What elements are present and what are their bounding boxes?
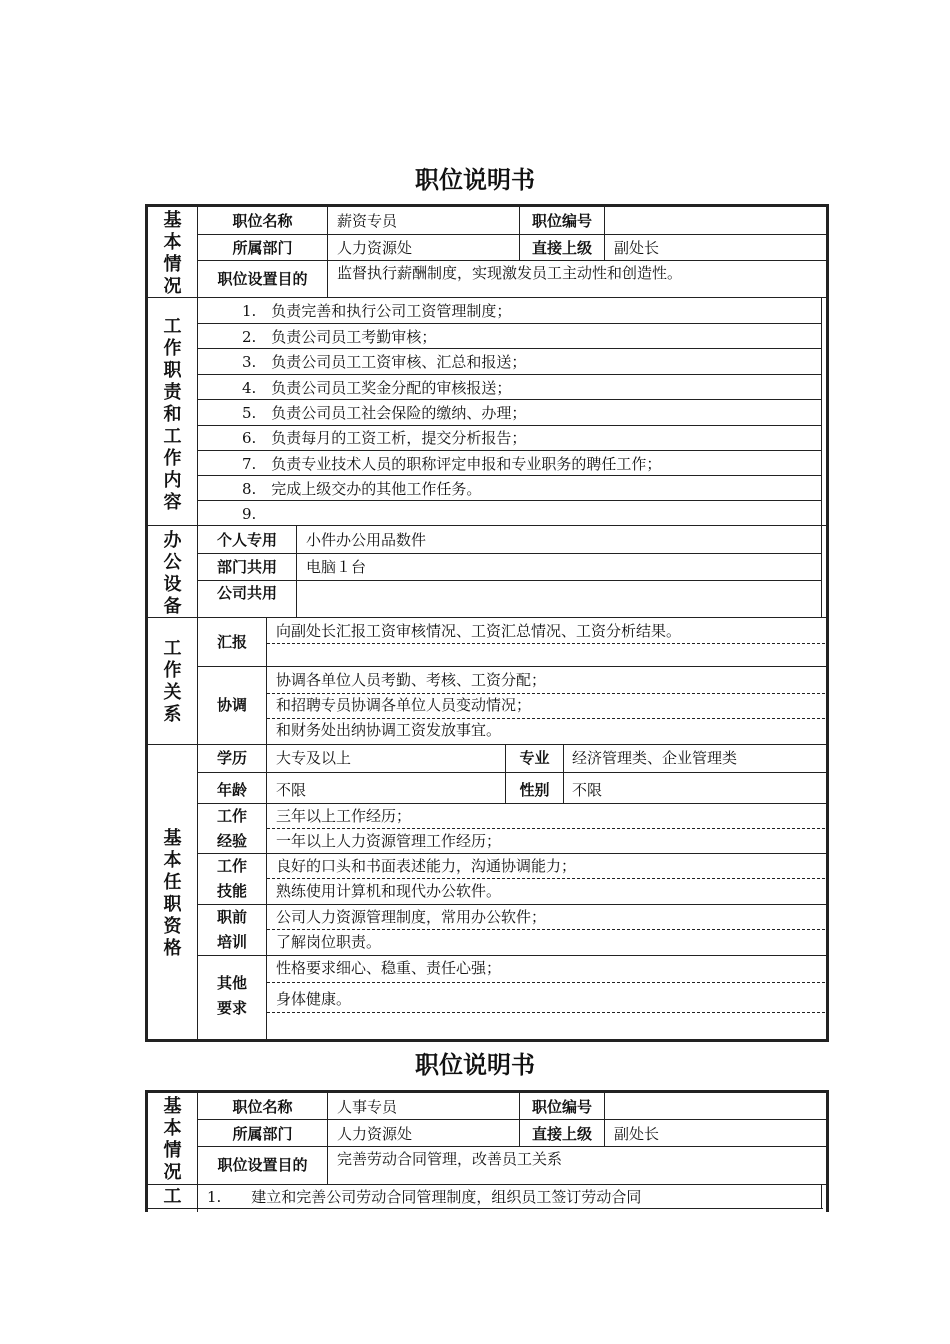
other-requirement-line: 身体健康。	[276, 990, 352, 1008]
age-label: 年龄	[216, 781, 247, 799]
superior-label: 直接上级	[531, 239, 592, 257]
duty-item: 5. 负责公司员工社会保险的缴纳、办理；	[242, 404, 527, 422]
training-line: 公司人力资源管理制度，常用办公软件；	[276, 908, 547, 926]
training-label: 培训	[216, 933, 247, 951]
position-name-value: 薪资专员	[337, 212, 398, 230]
page-title: 职位说明书	[415, 166, 535, 194]
position-name-label: 职位名称	[232, 212, 293, 230]
skills-line: 良好的口头和书面表述能力，沟通协调能力；	[276, 857, 577, 875]
department-value: 人力资源处	[337, 239, 413, 257]
purpose-value: 监督执行薪酬制度，实现激发员工主动性和创造性。	[337, 264, 683, 282]
position-name-value: 人事专员	[337, 1098, 398, 1116]
skills-line: 熟练使用计算机和现代办公软件。	[276, 882, 502, 900]
equipment-department-label: 部门共用	[216, 558, 277, 576]
duty-item: 1. 建立和完善公司劳动合同管理制度，组织员工签订劳动合同	[207, 1188, 642, 1206]
skills-label: 技能	[216, 882, 247, 900]
coordinate-label: 协调	[216, 696, 247, 714]
education-label: 学历	[216, 749, 247, 767]
department-label: 所属部门	[232, 1125, 293, 1143]
section-qualifications: 基 本 任 职 资 格	[163, 828, 182, 959]
superior-value: 副处长	[614, 1125, 660, 1143]
equipment-department-value: 电脑１台	[306, 558, 367, 576]
other-requirement-line: 性格要求细心、稳重、责任心强；	[276, 959, 502, 977]
section-basic-info: 基 本 情 况	[163, 210, 182, 297]
position-name-label: 职位名称	[232, 1098, 293, 1116]
equipment-personal-value: 小件办公用品数件	[306, 531, 427, 549]
position-code-label: 职位编号	[531, 1098, 592, 1116]
section-duties: 工	[163, 1186, 182, 1207]
experience-line: 一年以上人力资源管理工作经历；	[276, 832, 502, 850]
gender-label: 性别	[519, 781, 550, 799]
coordinate-line: 协调各单位人员考勤、考核、工资分配；	[276, 671, 547, 689]
section-basic-info: 基 本 情 况	[163, 1096, 182, 1183]
major-value: 经济管理类、企业管理类	[572, 749, 738, 767]
skills-label: 工作	[216, 857, 247, 875]
equipment-personal-label: 个人专用	[216, 531, 277, 549]
other-requirements-label: 其他	[216, 974, 247, 992]
other-requirements-label: 要求	[216, 999, 247, 1017]
duty-item: 8. 完成上级交办的其他工作任务。	[242, 480, 482, 498]
coordinate-line: 和招聘专员协调各单位人员变动情况；	[276, 696, 532, 714]
gender-value: 不限	[572, 781, 603, 799]
purpose-label: 职位设置目的	[217, 1156, 308, 1174]
department-value: 人力资源处	[337, 1125, 413, 1143]
coordinate-line: 和财务处出纳协调工资发放事宜。	[276, 721, 502, 739]
superior-label: 直接上级	[531, 1125, 592, 1143]
major-label: 专业	[519, 749, 550, 767]
duty-item: 1. 负责完善和执行公司工资管理制度；	[242, 302, 512, 320]
duty-item: 7. 负责专业技术人员的职称评定申报和专业职务的聘任工作；	[242, 455, 662, 473]
page-title: 职位说明书	[415, 1051, 535, 1079]
section-relations: 工 作 关 系	[163, 638, 182, 725]
report-label: 汇报	[216, 633, 247, 651]
superior-value: 副处长	[614, 239, 660, 257]
duty-item: 9.	[242, 505, 257, 523]
duty-item: 6. 负责每月的工资工析，提交分析报告；	[242, 429, 527, 447]
experience-label: 经验	[216, 832, 247, 850]
report-line: 向副处长汇报工资审核情况、工资汇总情况、工资分析结果。	[276, 622, 682, 640]
training-line: 了解岗位职责。	[276, 933, 382, 951]
experience-label: 工作	[216, 807, 247, 825]
education-value: 大专及以上	[276, 749, 352, 767]
purpose-label: 职位设置目的	[217, 270, 308, 288]
purpose-value: 完善劳动合同管理，改善员工关系	[337, 1150, 563, 1168]
section-duties: 工 作 职 责 和 工 作 内 容	[163, 316, 182, 513]
age-value: 不限	[276, 781, 307, 799]
equipment-company-label: 公司共用	[216, 584, 277, 602]
experience-line: 三年以上工作经历；	[276, 807, 412, 825]
duty-item: 4. 负责公司员工奖金分配的审核报送；	[242, 379, 512, 397]
department-label: 所属部门	[232, 239, 293, 257]
training-label: 职前	[216, 908, 247, 926]
duty-item: 3. 负责公司员工工资审核、汇总和报送；	[242, 353, 527, 371]
duty-item: 2. 负责公司员工考勤审核；	[242, 328, 437, 346]
section-equipment: 办 公 设 备	[163, 530, 182, 617]
position-code-label: 职位编号	[531, 212, 592, 230]
